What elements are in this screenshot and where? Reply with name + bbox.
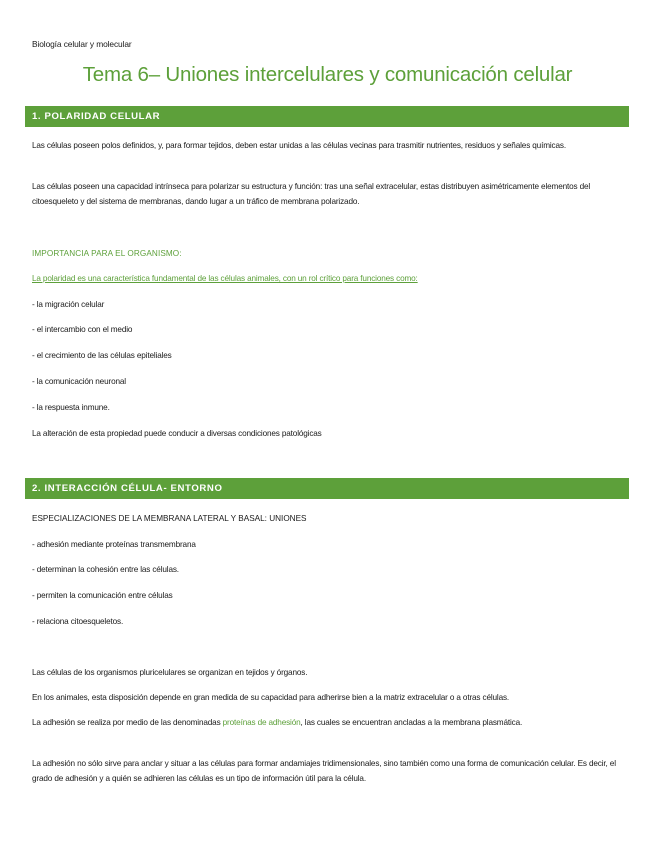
adhesion-proteins-highlight: proteínas de adhesión xyxy=(222,718,301,727)
list-item: - la migración celular xyxy=(32,300,105,309)
page-title: Tema 6– Uniones intercelulares y comunicación celular xyxy=(82,63,573,86)
list-item: - permiten la comunicación entre células xyxy=(32,591,173,600)
list-item: - el intercambio con el medio xyxy=(32,325,133,334)
list-item: - el crecimiento de las células epiteliales xyxy=(32,351,172,360)
section2-paragraph-4: La adhesión no sólo sirve para anclar y situar a las células para formar andamiajes tridimensionales, sino también como una forma de comunicación celular. Es decir, el grado de adhesión y a quién se adhieren las células es un tipo de información útil para la célula. xyxy=(32,759,616,783)
list-item: - determinan la cohesión entre las células. xyxy=(32,565,179,574)
section-heading-polaridad: 1. POLARIDAD CELULAR xyxy=(25,106,629,127)
list-item: - la respuesta inmune. xyxy=(32,403,110,412)
section2-paragraph-3 xyxy=(32,715,624,730)
list-item: - la comunicación neuronal xyxy=(32,377,126,386)
section2-paragraph-2: En los animales, esta disposición depende en gran medida de su capacidad para adherirse bien a la matriz extracelular o a otras células. xyxy=(32,693,510,702)
para3-text-before: La adhesión se realiza por medio de las denominadas xyxy=(32,718,223,727)
course-name: Biología celular y molecular xyxy=(32,39,132,49)
section2-subheading: ESPECIALIZACIONES DE LA MEMBRANA LATERAL Y BASAL: UNIONES xyxy=(32,514,307,523)
list-item: - relaciona citoesqueletos. xyxy=(32,617,124,626)
section2-paragraph-1: Las células de los organismos pluricelulares se organizan en tejidos y órganos. xyxy=(32,668,308,677)
section1-paragraph-1: Las células poseen polos definidos, y, para formar tejidos, deben estar unidas a las células vecinas para trasmitir nutrientes, residuos y señales químicas. xyxy=(32,141,566,150)
section1-closing: La alteración de esta propiedad puede conducir a diversas condiciones patológicas xyxy=(32,429,322,438)
section-heading-interaccion: 2. INTERACCIÓN CÉLULA- ENTORNO xyxy=(25,478,629,499)
list-item: - adhesión mediante proteínas transmembrana xyxy=(32,540,196,549)
para3-text-after: , las cuales se encuentran ancladas a la membrana plasmática. xyxy=(300,718,523,727)
importance-heading: IMPORTANCIA PARA EL ORGANISMO: xyxy=(32,249,182,258)
importance-intro-link[interactable]: La polaridad es una característica fundamental de las células animales, con un rol crítico para funciones como: xyxy=(32,274,418,283)
section1-paragraph-2: Las células poseen una capacidad intrínseca para polarizar su estructura y función: tras una señal extracelular, estas distribuyen asimétricamente elementos del citoesqueleto y del sistema de membranas, dando lugar a un tráfico de membrana polarizado. xyxy=(32,182,591,206)
